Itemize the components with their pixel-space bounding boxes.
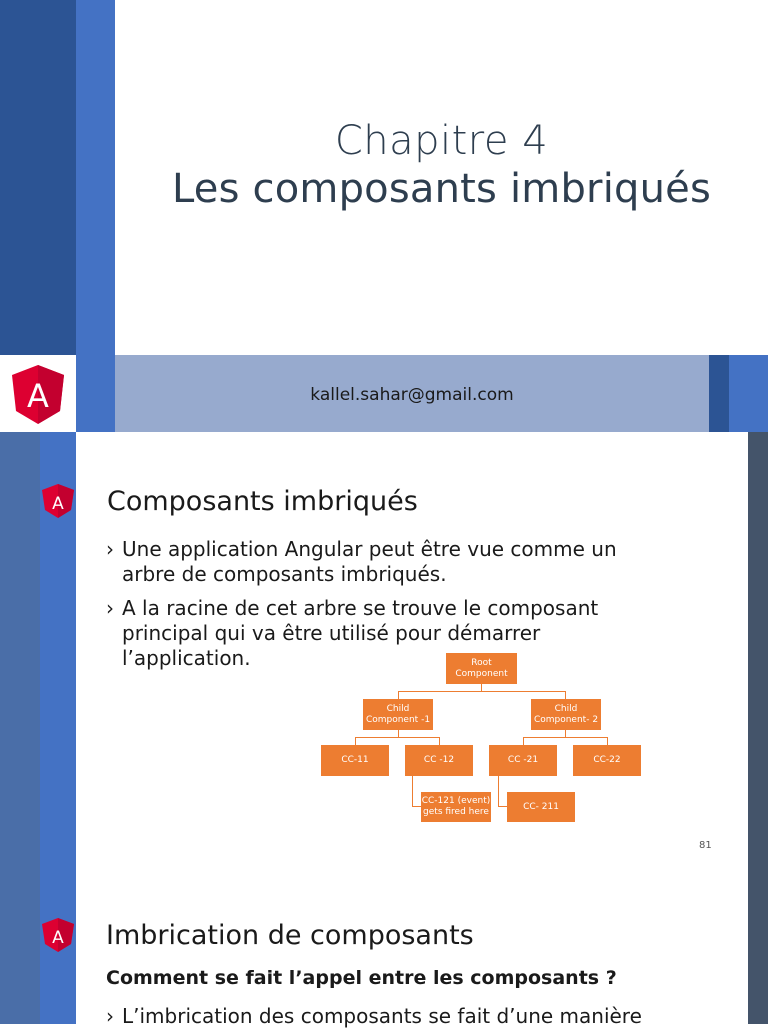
slide-subheading: Comment se fait l’appel entre les composants ?	[106, 967, 617, 989]
tree-node-cc22: CC-22	[573, 745, 641, 776]
content-slide-nested-components	[0, 432, 768, 866]
chapter-title: Les composants imbriqués	[172, 166, 711, 212]
bullet-item	[106, 1004, 666, 1029]
svg-text:A: A	[52, 928, 64, 948]
bullet-text: A la racine de cet arbre se trouve le composant principal qui va être utilisé pour démarrer l’application.	[122, 596, 599, 670]
tree-node-cc121: CC-121 (event) gets fired here	[421, 792, 491, 822]
connector-line	[607, 737, 608, 745]
bullet-text: Une application Angular peut être vue comme un arbre de composants imbriqués.	[122, 537, 617, 586]
tree-node-cc12: CC -12	[405, 745, 473, 776]
right-bar	[748, 432, 768, 866]
band-accent-left	[76, 355, 115, 432]
connector-line	[355, 737, 356, 745]
tree-node-cc211: CC- 211	[507, 792, 575, 822]
tree-node-cc11: CC-11	[321, 745, 389, 776]
tree-node-cc21: CC -21	[489, 745, 557, 776]
left-bar-dark	[0, 432, 40, 866]
connector-line	[439, 737, 440, 745]
slide-title: Imbrication de composants	[106, 920, 474, 951]
tree-node-root: Root Component	[446, 653, 517, 684]
content-slide-nesting	[0, 866, 768, 1028]
bullet-item	[106, 537, 646, 587]
band-accent-right-dark	[709, 355, 729, 432]
bullet-mark: ›	[106, 1004, 114, 1028]
svg-text:A: A	[27, 377, 49, 415]
connector-line	[412, 776, 413, 807]
connector-line	[523, 737, 524, 745]
left-bar-dark	[0, 0, 76, 355]
left-bar-dark	[0, 866, 40, 1024]
title-slide	[0, 0, 768, 432]
angular-logo-icon	[0, 355, 76, 432]
author-email: kallel.sahar@gmail.com	[310, 385, 514, 405]
bullet-text: L’imbrication des composants se fait d’une manière	[122, 1004, 642, 1028]
bullet-item	[106, 596, 646, 671]
left-bar-mid	[76, 0, 115, 355]
connector-line	[398, 691, 399, 699]
connector-line	[398, 691, 566, 692]
chapter-number: Chapitre 4	[334, 118, 549, 164]
bullet-mark: ›	[106, 596, 114, 620]
page-number: 81	[699, 840, 712, 851]
angular-logo-box	[0, 355, 76, 432]
connector-line	[565, 691, 566, 699]
connector-line	[523, 737, 608, 738]
slide-title: Composants imbriqués	[107, 486, 418, 517]
connector-line	[498, 776, 499, 807]
connector-line	[355, 737, 440, 738]
angular-logo-icon	[40, 482, 76, 520]
bullet-mark: ›	[106, 537, 114, 561]
angular-logo-icon	[40, 916, 76, 954]
connector-line	[412, 806, 421, 807]
band-accent-right	[729, 355, 768, 432]
tree-node-child-1: Child Component -1	[363, 699, 433, 730]
svg-text:A: A	[52, 494, 64, 514]
tree-node-child-2: Child Component- 2	[531, 699, 601, 730]
right-bar	[748, 866, 768, 1024]
connector-line	[498, 806, 507, 807]
